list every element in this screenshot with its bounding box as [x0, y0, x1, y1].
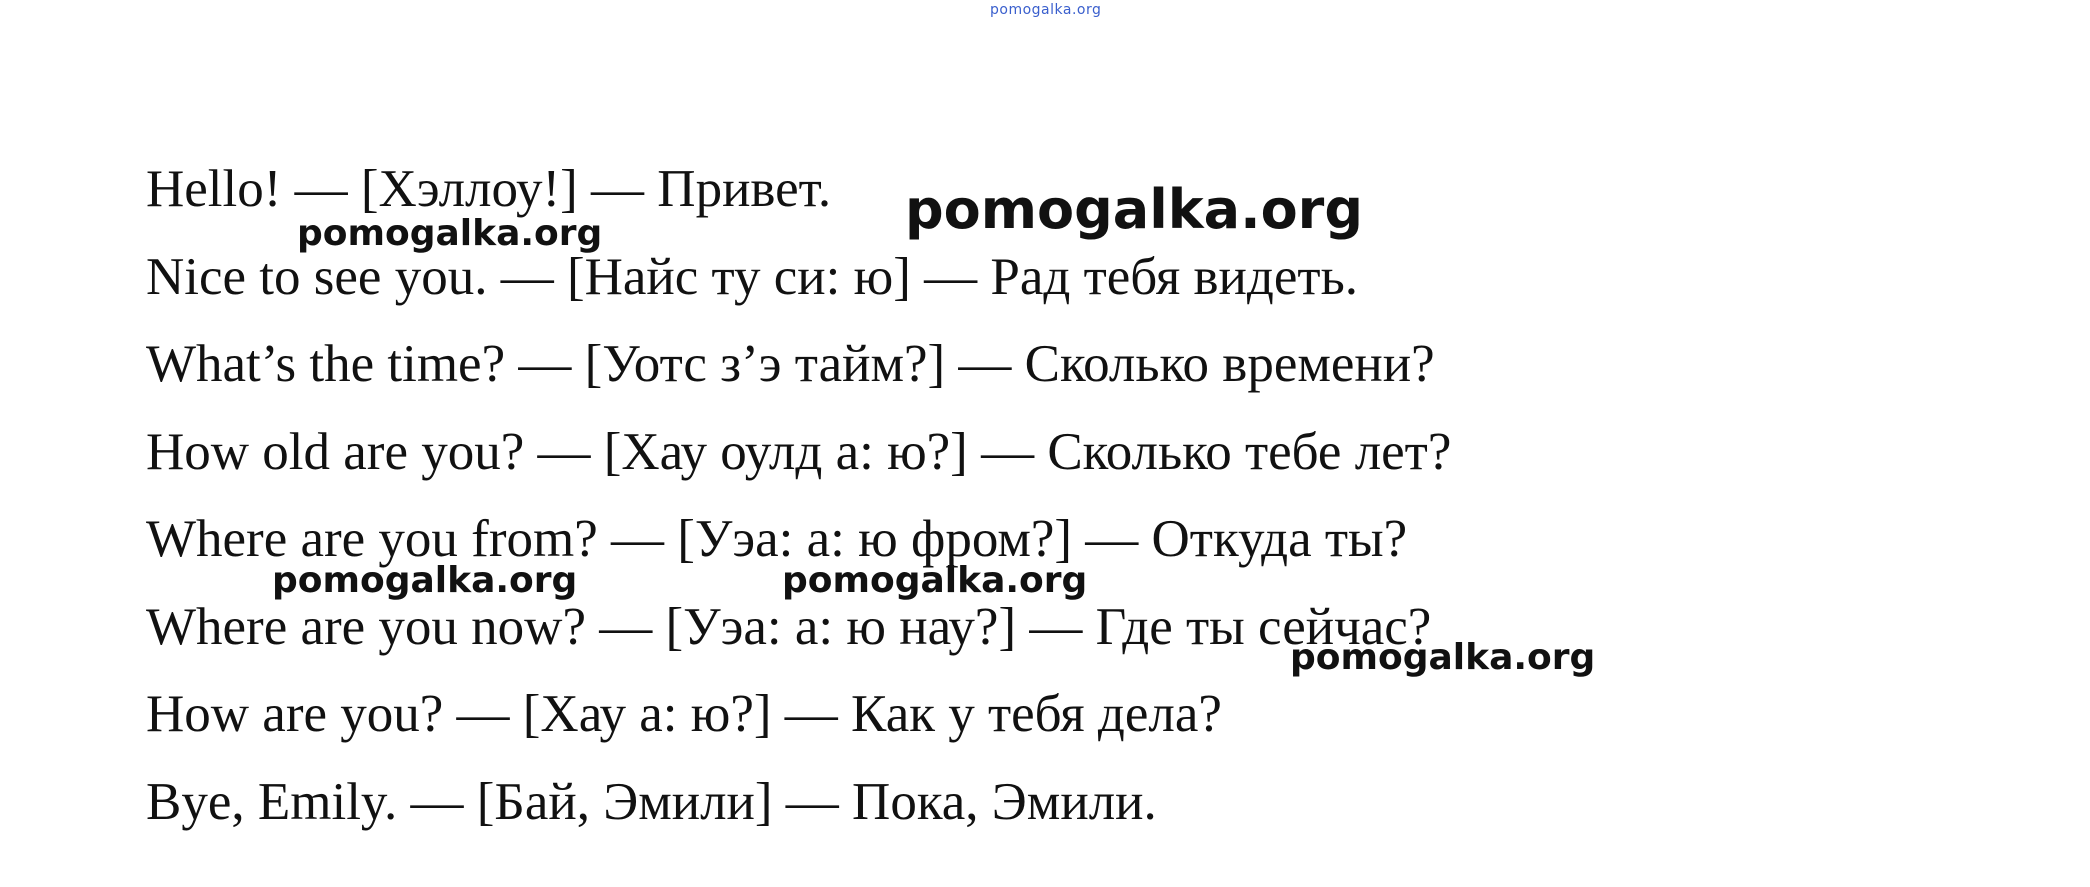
watermark: pomogalka.org	[1290, 637, 1596, 678]
phrase-line: How old are you? — [Хау оулд а: ю?] — Сколько тебе лет?	[146, 422, 1452, 481]
watermark: pomogalka.org	[782, 560, 1088, 601]
phrase-line: Bye, Emily. — [Бай, Эмили] — Пока, Эмили.	[146, 772, 1157, 831]
watermark: pomogalka.org	[297, 213, 603, 254]
phrase-line: Where are you now? — [Уэа: а: ю нау?] — Где ты сейчас?	[146, 597, 1432, 656]
header-site-link[interactable]: pomogalka.org	[990, 2, 1102, 18]
watermark: pomogalka.org	[272, 560, 578, 601]
watermark-large: pomogalka.org	[905, 178, 1363, 241]
phrase-line: What’s the time? — [Уотс з’э тайм?] — Сколько времени?	[146, 335, 1435, 393]
phrase-line: Nice to see you. — [Найс ту си: ю] — Рад тебя видеть.	[146, 247, 1358, 306]
phrase-line: Where are you from? — [Уэа: а: ю фром?] — Откуда ты?	[146, 510, 1408, 568]
phrase-line: Hello! — [Хэллоу!] — Привет.	[146, 160, 832, 218]
phrase-line: How are you? — [Хау а: ю?] — Как у тебя дела?	[146, 685, 1222, 743]
